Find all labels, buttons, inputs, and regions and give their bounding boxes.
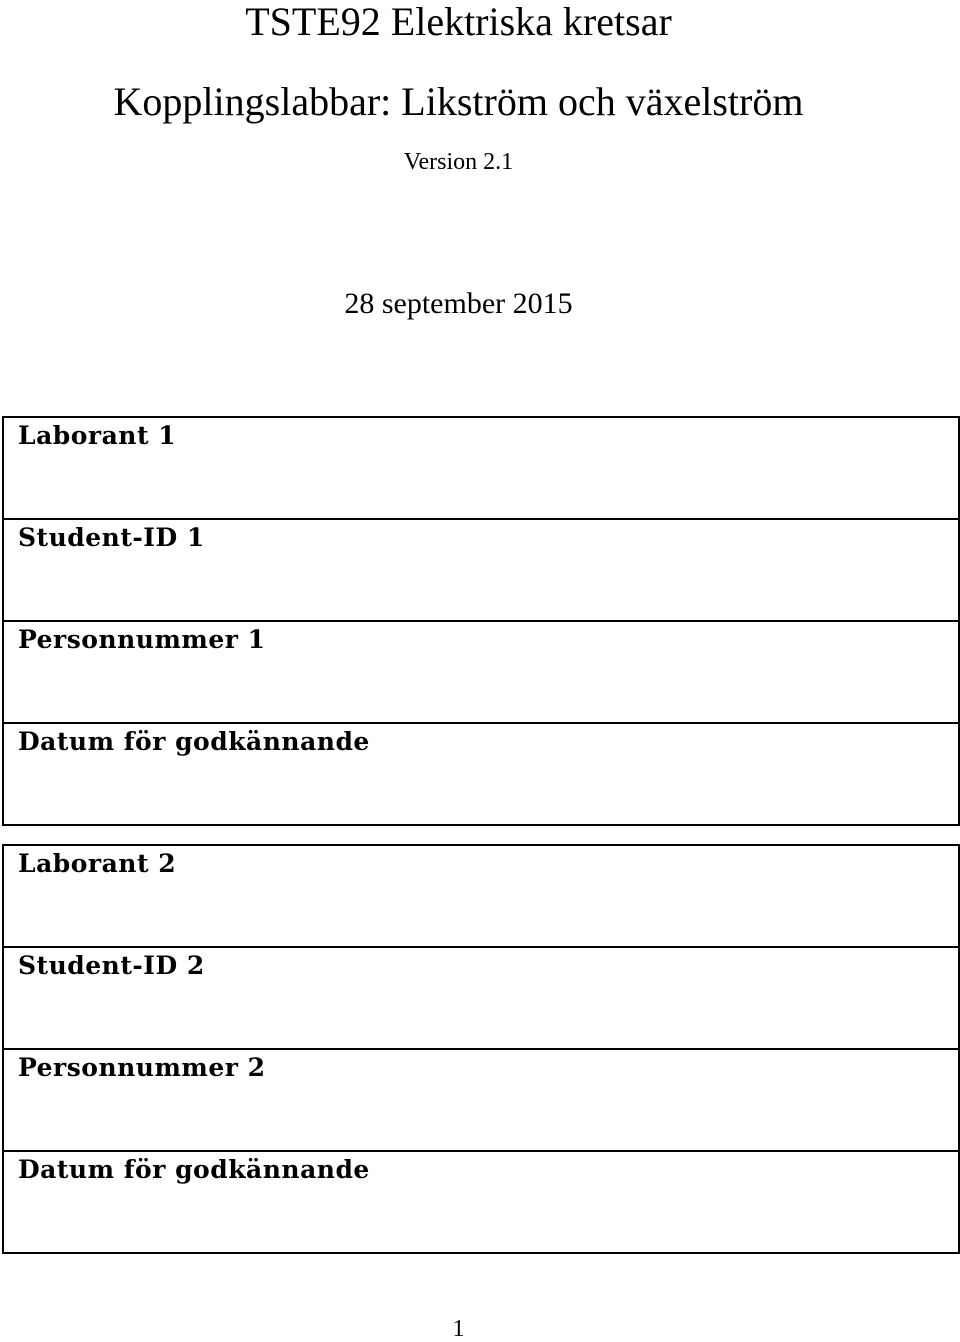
student-1-id-label: Student-ID 1 (18, 523, 205, 552)
document-date: 28 september 2015 (344, 287, 573, 320)
student-1-approval-date-field[interactable] (4, 724, 958, 824)
student-2-personal-number-label: Personnummer 2 (18, 1053, 266, 1082)
student-1-name-field[interactable] (4, 418, 958, 520)
version-label: Version 2.1 (403, 149, 514, 175)
student-2-approval-date-label: Datum för godkännande (18, 1155, 370, 1184)
student-1-name-label: Laborant 1 (18, 421, 177, 450)
course-title: TSTE92 Elektriska kretsar (245, 0, 672, 44)
student-1-approval-date-label: Datum för godkännande (18, 727, 370, 756)
student-2-name-label: Laborant 2 (18, 849, 177, 878)
student-2-personal-number-field[interactable] (4, 1050, 958, 1152)
student-2-approval-date-field[interactable] (4, 1152, 958, 1252)
student-2-id-label: Student-ID 2 (18, 951, 205, 980)
student-1-form (2, 416, 960, 826)
student-1-personal-number-label: Personnummer 1 (18, 625, 266, 654)
student-1-personal-number-field[interactable] (4, 622, 958, 724)
student-2-form (2, 844, 960, 1254)
student-2-id-field[interactable] (4, 948, 958, 1050)
student-2-name-field[interactable] (4, 846, 958, 948)
lab-title: Kopplingslabbar: Likström och växelström (113, 79, 804, 124)
page-number: 1 (452, 1316, 465, 1342)
student-1-id-field[interactable] (4, 520, 958, 622)
